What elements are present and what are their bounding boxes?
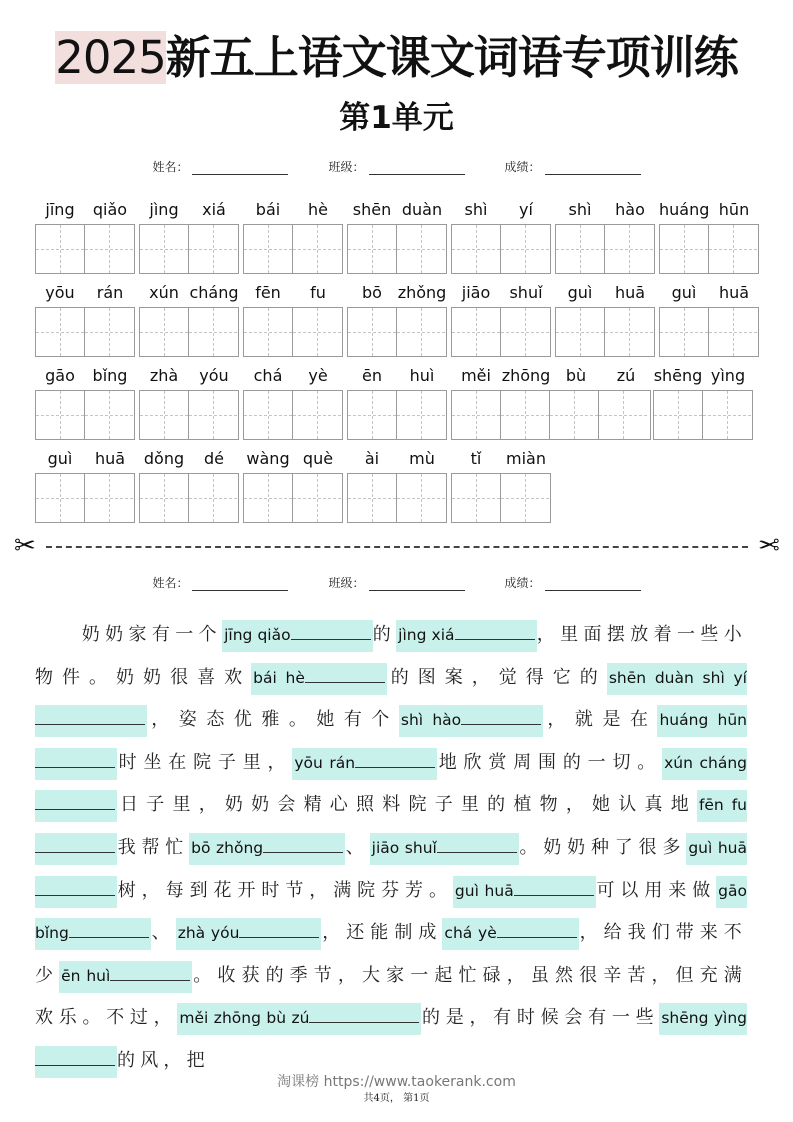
blank-pinyin: huáng hūn — [659, 711, 747, 730]
writing-cell[interactable] — [501, 308, 549, 356]
writing-cell[interactable] — [244, 308, 293, 356]
passage-text: 奶奶家有一个 — [35, 624, 223, 645]
passage-text: 我帮忙 — [117, 836, 190, 858]
answer-line[interactable] — [455, 625, 535, 640]
pinyin-syllable: rán — [96, 282, 124, 302]
name-label: 姓名： — [152, 160, 189, 174]
writing-cell[interactable] — [397, 308, 445, 356]
writing-cell[interactable] — [36, 474, 85, 522]
blank-pinyin: bái hè — [253, 668, 305, 687]
blank-pinyin: shēng yìng — [661, 1009, 748, 1028]
tianzige-box[interactable] — [243, 307, 343, 357]
blank-pinyin: shēn duàn shì yí — [608, 668, 747, 687]
blank-pinyin: shì hào — [400, 711, 462, 730]
pinyin-syllable: fu — [310, 282, 326, 302]
passage-text: 、 — [345, 836, 370, 858]
pinyin-label — [347, 194, 447, 224]
writing-cell[interactable] — [501, 225, 549, 273]
score-field — [505, 574, 641, 591]
blank-pinyin: guì huā — [454, 881, 514, 900]
answer-blank[interactable] — [222, 620, 373, 652]
pinyin-syllable: zhǒng — [397, 282, 447, 302]
writing-cell[interactable] — [703, 391, 751, 439]
writing-cell[interactable] — [348, 474, 397, 522]
pinyin-syllable: huì — [409, 365, 435, 385]
pinyin-syllable: ài — [364, 448, 380, 468]
pinyin-syllable: mù — [409, 448, 435, 468]
word-item — [35, 194, 135, 274]
tianzige-box[interactable] — [555, 307, 655, 357]
pinyin-syllable: chá — [253, 365, 283, 385]
answer-blank[interactable] — [370, 833, 519, 865]
tianzige-box[interactable] — [451, 224, 551, 274]
tianzige-box[interactable] — [243, 390, 343, 440]
name-blank[interactable] — [192, 578, 288, 591]
answer-line[interactable] — [35, 1051, 115, 1066]
answer-line[interactable] — [69, 923, 149, 938]
unit-subtitle: 第1单元 — [339, 100, 454, 136]
writing-cell[interactable] — [556, 225, 605, 273]
pinyin-syllable: zú — [616, 365, 636, 385]
class-label: 班级： — [328, 160, 365, 174]
word-item — [139, 443, 239, 523]
writing-cell[interactable] — [293, 308, 341, 356]
tianzige-box[interactable] — [139, 224, 239, 274]
writing-cell[interactable] — [550, 391, 599, 439]
pinyin-label — [659, 277, 759, 307]
writing-cell[interactable] — [709, 225, 757, 273]
answer-blank[interactable] — [251, 663, 387, 695]
tianzige-box[interactable] — [653, 390, 753, 440]
writing-cell[interactable] — [397, 391, 445, 439]
writing-cell[interactable] — [501, 391, 550, 439]
pinyin-label — [347, 443, 447, 473]
pinyin-label — [243, 443, 343, 473]
title-year: 2025 — [55, 31, 166, 84]
cloze-passage — [35, 614, 747, 1083]
pinyin-label — [347, 360, 447, 390]
writing-cell[interactable] — [189, 391, 237, 439]
blank-pinyin: zhà yóu — [177, 924, 240, 943]
pinyin-syllable: guì — [47, 448, 73, 468]
pinyin-syllable: yōu — [45, 282, 75, 302]
blank-pinyin: ēn huì — [61, 966, 111, 985]
pinyin-syllable: huā — [718, 282, 750, 302]
pinyin-syllable: shēng — [653, 365, 703, 385]
tianzige-box[interactable] — [555, 224, 655, 274]
score-blank[interactable] — [545, 578, 641, 591]
answer-line[interactable] — [35, 881, 115, 896]
tianzige-box[interactable] — [451, 390, 651, 440]
footer-source: 淘课榜 https://www.taokerank.com — [277, 1074, 516, 1090]
answer-line[interactable] — [461, 710, 541, 725]
pinyin-syllable: xiá — [202, 199, 226, 219]
word-item — [347, 194, 447, 274]
pinyin-syllable: tǐ — [470, 448, 482, 468]
writing-cell[interactable] — [36, 225, 85, 273]
passage-text: ，就是在 — [543, 709, 658, 731]
name-blank[interactable] — [192, 162, 288, 175]
answer-blank[interactable] — [292, 748, 437, 780]
blank-pinyin: bō zhǒng — [191, 838, 264, 857]
pinyin-syllable: què — [302, 448, 334, 468]
blank-pinyin: xún cháng — [664, 753, 747, 772]
writing-cell[interactable] — [452, 474, 501, 522]
word-item — [243, 194, 343, 274]
blank-pinyin: fēn fu — [698, 796, 747, 815]
answer-line[interactable] — [291, 625, 371, 640]
writing-cell[interactable] — [348, 225, 397, 273]
pinyin-syllable: huáng — [659, 199, 710, 219]
tianzige-box[interactable] — [243, 224, 343, 274]
pinyin-label — [35, 194, 135, 224]
word-item — [347, 360, 447, 440]
writing-cell[interactable] — [293, 474, 341, 522]
writing-cell[interactable] — [654, 391, 703, 439]
dashed-divider — [46, 546, 748, 548]
writing-cell[interactable] — [501, 474, 549, 522]
answer-blank[interactable] — [176, 918, 322, 950]
blank-pinyin: měi zhōng bù zú — [179, 1009, 310, 1028]
writing-cell[interactable] — [140, 391, 189, 439]
name-label: 姓名： — [152, 576, 189, 590]
answer-line[interactable] — [263, 838, 343, 853]
pinyin-syllable: dé — [204, 448, 224, 468]
writing-cell[interactable] — [452, 308, 501, 356]
pinyin-syllable: yí — [519, 199, 533, 219]
word-item — [347, 443, 447, 523]
word-item — [35, 443, 135, 523]
pinyin-syllable: xún — [149, 282, 179, 302]
passage-text: 的是，有时候会有一些 — [421, 1007, 660, 1029]
class-blank[interactable] — [369, 578, 465, 591]
word-item — [451, 443, 551, 523]
pinyin-label — [139, 443, 239, 473]
pinyin-label — [659, 194, 759, 224]
tianzige-box[interactable] — [139, 307, 239, 357]
word-item — [659, 277, 759, 357]
word-item — [243, 360, 343, 440]
word-item — [347, 277, 447, 357]
answer-line[interactable] — [35, 795, 115, 810]
pinyin-syllable: jiāo — [461, 282, 491, 302]
writing-cell[interactable] — [36, 391, 85, 439]
score-label: 成绩： — [504, 160, 541, 174]
writing-cell[interactable] — [244, 474, 293, 522]
passage-text: 。收获的季节，大家一起忙碌，虽然很辛苦，但充满欢乐。不过， — [35, 964, 747, 1029]
passage-text: ，姿态优雅。她有个 — [147, 709, 399, 731]
tianzige-box[interactable] — [347, 390, 447, 440]
tianzige-box[interactable] — [35, 390, 135, 440]
blank-pinyin: yōu rán — [294, 753, 356, 772]
writing-cell[interactable] — [709, 308, 757, 356]
page-indicator: 共4页， 第1页 — [363, 1093, 430, 1104]
word-item — [243, 443, 343, 523]
pinyin-label — [555, 194, 655, 224]
passage-text: ，给我们带来不少 — [35, 922, 748, 986]
pinyin-label — [243, 277, 343, 307]
tianzige-box[interactable] — [139, 473, 239, 523]
score-field — [505, 158, 641, 175]
tianzige-box[interactable] — [347, 224, 447, 274]
writing-cell[interactable] — [348, 308, 397, 356]
pinyin-syllable: guì — [567, 282, 593, 302]
writing-cell[interactable] — [140, 474, 189, 522]
passage-text: 树，每到花开时节，满院芬芳。 — [117, 879, 453, 901]
pinyin-syllable: huā — [614, 282, 646, 302]
pinyin-syllable: dǒng — [143, 448, 185, 468]
writing-cell[interactable] — [85, 308, 133, 356]
answer-line[interactable] — [35, 753, 115, 768]
pinyin-syllable: shuǐ — [509, 282, 543, 302]
tianzige-box[interactable] — [347, 473, 447, 523]
pinyin-syllable: měi — [461, 365, 491, 385]
pinyin-label — [347, 277, 447, 307]
blank-pinyin: jìng xiá — [398, 626, 455, 644]
title-text: 新五上语文课文词语专项训练 — [165, 31, 738, 84]
answer-blank[interactable] — [399, 705, 543, 737]
pinyin-syllable: hào — [615, 199, 645, 219]
tianzige-box[interactable] — [659, 224, 759, 274]
passage-text: 的风，把 — [117, 1049, 210, 1071]
pinyin-syllable: yè — [308, 365, 328, 385]
blank-pinyin: jiāo shuǐ — [371, 838, 437, 857]
pinyin-syllable: duàn — [401, 199, 443, 219]
answer-blank[interactable] — [177, 1003, 421, 1035]
writing-cell[interactable] — [85, 391, 133, 439]
tianzige-box[interactable] — [451, 473, 551, 523]
answer-line[interactable] — [239, 923, 319, 938]
passage-text: ，里面摆放着一些小物件。奶奶很喜欢 — [35, 624, 747, 688]
answer-line[interactable] — [355, 753, 435, 768]
scissors-icon: ✂ — [758, 531, 780, 561]
pinyin-syllable: hūn — [718, 199, 750, 219]
writing-cell[interactable] — [605, 225, 653, 273]
student-info-bottom — [0, 574, 793, 591]
word-item — [653, 360, 753, 440]
word-item — [35, 277, 135, 357]
blank-pinyin: chá yè — [444, 924, 497, 943]
writing-cell[interactable] — [85, 225, 133, 273]
answer-line[interactable] — [35, 838, 115, 853]
answer-line[interactable] — [437, 838, 517, 853]
score-blank[interactable] — [545, 162, 641, 175]
pinyin-syllable: shì — [464, 199, 488, 219]
answer-blank[interactable] — [442, 918, 578, 950]
word-item — [555, 277, 655, 357]
pinyin-syllable: jìng — [149, 199, 179, 219]
pinyin-syllable: shēn — [352, 199, 392, 219]
word-item — [243, 277, 343, 357]
writing-cell[interactable] — [348, 391, 397, 439]
writing-cell[interactable] — [140, 225, 189, 273]
pinyin-syllable: qiǎo — [92, 199, 128, 219]
pinyin-syllable: wàng — [246, 448, 290, 468]
writing-cell[interactable] — [140, 308, 189, 356]
writing-cell[interactable] — [397, 474, 445, 522]
pinyin-syllable: bǐng — [92, 365, 128, 385]
pinyin-label — [35, 443, 135, 473]
pinyin-label — [35, 277, 135, 307]
pinyin-label — [243, 360, 343, 390]
writing-cell[interactable] — [660, 308, 709, 356]
writing-cell[interactable] — [605, 308, 653, 356]
passage-text: 可以用来做 — [595, 879, 717, 901]
answer-line[interactable] — [110, 966, 190, 981]
writing-cell[interactable] — [85, 474, 133, 522]
writing-cell[interactable] — [452, 225, 501, 273]
pinyin-syllable: zhà — [149, 365, 179, 385]
writing-cell[interactable] — [244, 225, 293, 273]
answer-blank[interactable] — [59, 961, 192, 993]
word-item — [139, 194, 239, 274]
score-label: 成绩： — [504, 576, 541, 590]
pinyin-syllable: huā — [94, 448, 126, 468]
answer-line[interactable] — [497, 923, 577, 938]
pinyin-syllable: zhōng — [501, 365, 551, 385]
blank-pinyin: jīng qiǎo — [224, 626, 291, 644]
name-field — [152, 574, 288, 591]
pinyin-syllable: bái — [255, 199, 281, 219]
writing-cell[interactable] — [293, 391, 341, 439]
writing-cell[interactable] — [293, 225, 341, 273]
blank-pinyin: guì huā — [688, 838, 748, 857]
tianzige-box[interactable] — [243, 473, 343, 523]
pinyin-label — [243, 194, 343, 224]
class-field — [328, 158, 464, 175]
tianzige-box[interactable] — [35, 224, 135, 274]
passage-text: 的图案，觉得它的 — [386, 666, 607, 688]
student-info-top — [0, 158, 793, 175]
pinyin-syllable: jīng — [45, 199, 75, 219]
passage-text: 日子里，奶奶会精心照料院子里的植物，她认真地 — [117, 794, 697, 816]
pinyin-syllable: miàn — [506, 448, 546, 468]
passage-text: 地欣赏周围的一切。 — [437, 751, 663, 773]
pinyin-syllable: gāo — [45, 365, 75, 385]
writing-cell[interactable] — [36, 308, 85, 356]
writing-cell[interactable] — [452, 391, 501, 439]
pinyin-label — [653, 360, 753, 390]
writing-cell[interactable] — [189, 474, 237, 522]
writing-cell[interactable] — [244, 391, 293, 439]
word-item — [451, 360, 651, 440]
writing-cell[interactable] — [189, 225, 237, 273]
pinyin-syllable: guì — [671, 282, 697, 302]
writing-cell[interactable] — [599, 391, 647, 439]
writing-cell[interactable] — [660, 225, 709, 273]
word-item — [451, 277, 551, 357]
writing-cell[interactable] — [397, 225, 445, 273]
word-item — [555, 194, 655, 274]
tianzige-box[interactable] — [35, 307, 135, 357]
pinyin-label — [35, 360, 135, 390]
class-label: 班级： — [328, 576, 365, 590]
tianzige-box[interactable] — [451, 307, 551, 357]
class-blank[interactable] — [369, 162, 465, 175]
passage-text: 时坐在院子里， — [117, 751, 293, 773]
pinyin-syllable: bō — [362, 282, 382, 302]
word-item — [139, 360, 239, 440]
passage-text: 。奶奶种了很多 — [518, 836, 687, 858]
pinyin-syllable: ēn — [362, 365, 382, 385]
word-item — [35, 360, 135, 440]
pinyin-syllable: yìng — [710, 365, 746, 385]
pinyin-syllable: hè — [308, 199, 328, 219]
tianzige-box[interactable] — [35, 473, 135, 523]
pinyin-label — [451, 443, 551, 473]
pinyin-label — [139, 277, 239, 307]
writing-cell[interactable] — [556, 308, 605, 356]
passage-text: ，还能制成 — [321, 922, 443, 944]
passage-text: 、 — [150, 922, 176, 944]
tianzige-box[interactable] — [139, 390, 239, 440]
pinyin-label — [451, 194, 551, 224]
pinyin-syllable: yóu — [199, 365, 229, 385]
tianzige-box[interactable] — [347, 307, 447, 357]
answer-line[interactable] — [309, 1008, 419, 1023]
pinyin-syllable: cháng — [189, 282, 239, 302]
pinyin-label — [139, 194, 239, 224]
pinyin-label — [451, 360, 651, 390]
answer-line[interactable] — [305, 668, 385, 683]
blank-pinyin: gāo bǐng — [35, 881, 747, 943]
answer-blank[interactable] — [396, 620, 536, 652]
page-title — [0, 30, 793, 86]
pinyin-syllable: bù — [565, 365, 587, 385]
pinyin-syllable: fēn — [255, 282, 281, 302]
name-field — [152, 158, 288, 175]
writing-cell[interactable] — [189, 308, 237, 356]
pinyin-label — [451, 277, 551, 307]
cut-line — [14, 531, 780, 561]
word-item — [659, 194, 759, 274]
class-field — [328, 574, 464, 591]
pinyin-label — [555, 277, 655, 307]
answer-blank[interactable] — [189, 833, 345, 865]
pinyin-label — [139, 360, 239, 390]
answer-line[interactable] — [514, 881, 594, 896]
tianzige-box[interactable] — [659, 307, 759, 357]
scissors-icon: ✂ — [14, 531, 36, 561]
answer-blank[interactable] — [453, 876, 596, 908]
answer-line[interactable] — [35, 710, 145, 725]
word-item — [451, 194, 551, 274]
passage-text: 的 — [372, 624, 397, 645]
word-item — [139, 277, 239, 357]
pinyin-syllable: shì — [568, 199, 592, 219]
